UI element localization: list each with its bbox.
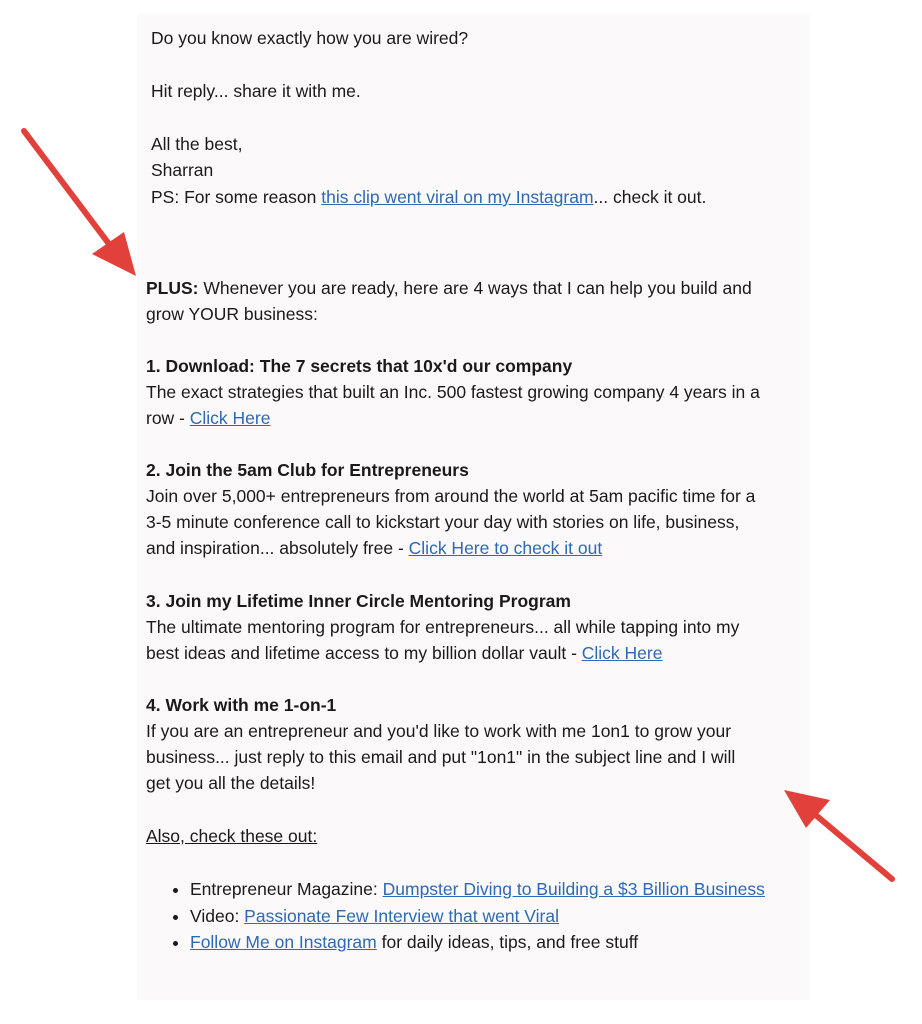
offer-text-line: The ultimate mentoring program for entrepreneurs... all while tapping into my xyxy=(146,617,740,637)
list-item xyxy=(190,929,765,956)
offer-text-line: 3-5 minute conference call to kickstart your day with stories on life, business, xyxy=(146,512,740,532)
offer-text-line: Join over 5,000+ entrepreneurs from around the world at 5am pacific time for a xyxy=(146,486,756,506)
offer-text-line: best ideas and lifetime access to my billion dollar vault - xyxy=(146,643,582,663)
interview-video-link[interactable]: Passionate Few Interview that went Viral xyxy=(244,905,560,926)
also-heading: Also, check these out: xyxy=(146,826,318,846)
name-text: Sharran xyxy=(151,160,214,180)
mentoring-click-here-link[interactable]: Click Here xyxy=(581,643,663,663)
five-am-club-link[interactable]: Click Here to check it out xyxy=(408,538,603,558)
list-item xyxy=(190,903,765,930)
offer-title: 4. Work with me 1-on-1 xyxy=(146,695,337,715)
ps-line xyxy=(151,184,706,210)
signoff-line xyxy=(151,131,242,157)
also-list xyxy=(168,876,765,956)
plus-text-line1: Whenever you are ready, here are 4 ways that I can help you build and xyxy=(198,278,752,298)
offer-1 xyxy=(146,353,760,431)
offer-text-line: and inspiration... absolutely free - xyxy=(146,538,409,558)
reply-line xyxy=(151,78,361,104)
instagram-clip-link[interactable]: this clip went viral on my Instagram xyxy=(321,187,594,207)
ps-suffix: ... check it out. xyxy=(593,187,707,207)
offer-2 xyxy=(146,457,755,561)
download-click-here-link[interactable]: Click Here xyxy=(189,408,271,428)
plus-text-line2: grow YOUR business: xyxy=(146,304,318,324)
item-prefix: Video: xyxy=(190,905,245,926)
offer-title: 1. Download: The 7 secrets that 10x'd our company xyxy=(146,356,573,376)
plus-paragraph xyxy=(146,275,752,327)
item-suffix: for daily ideas, tips, and free stuff xyxy=(376,932,639,952)
question-text: Do you know exactly how you are wired? xyxy=(151,28,469,48)
reply-text: Hit reply... share it with me. xyxy=(151,81,361,101)
offer-text-line: If you are an entrepreneur and you'd like to work with me 1on1 to grow your xyxy=(146,721,732,741)
instagram-follow-link[interactable]: Follow Me on Instagram xyxy=(190,932,377,952)
offer-4 xyxy=(146,692,735,796)
item-prefix: Entrepreneur Magazine: xyxy=(190,879,383,899)
offer-text-line: The exact strategies that built an Inc. 500 fastest growing company 4 years in a xyxy=(146,382,760,402)
arrow-top-left-icon xyxy=(24,131,136,276)
offer-title: 2. Join the 5am Club for Entrepreneurs xyxy=(146,460,469,480)
list-item xyxy=(190,876,765,903)
question-line xyxy=(151,25,468,51)
offer-3 xyxy=(146,588,739,666)
offer-text-line: row - xyxy=(146,408,190,428)
signature-name xyxy=(151,157,213,183)
magazine-article-link[interactable]: Dumpster Diving to Building a $3 Billion Business xyxy=(382,879,765,899)
signoff-text: All the best, xyxy=(151,134,243,154)
offer-title: 3. Join my Lifetime Inner Circle Mentoring Program xyxy=(146,591,571,611)
plus-label: PLUS: xyxy=(146,278,199,298)
offer-text-line: get you all the details! xyxy=(146,773,316,793)
ps-prefix: PS: For some reason xyxy=(151,187,322,207)
offer-text-line: business... just reply to this email and put "1on1" in the subject line and I will xyxy=(146,747,736,767)
